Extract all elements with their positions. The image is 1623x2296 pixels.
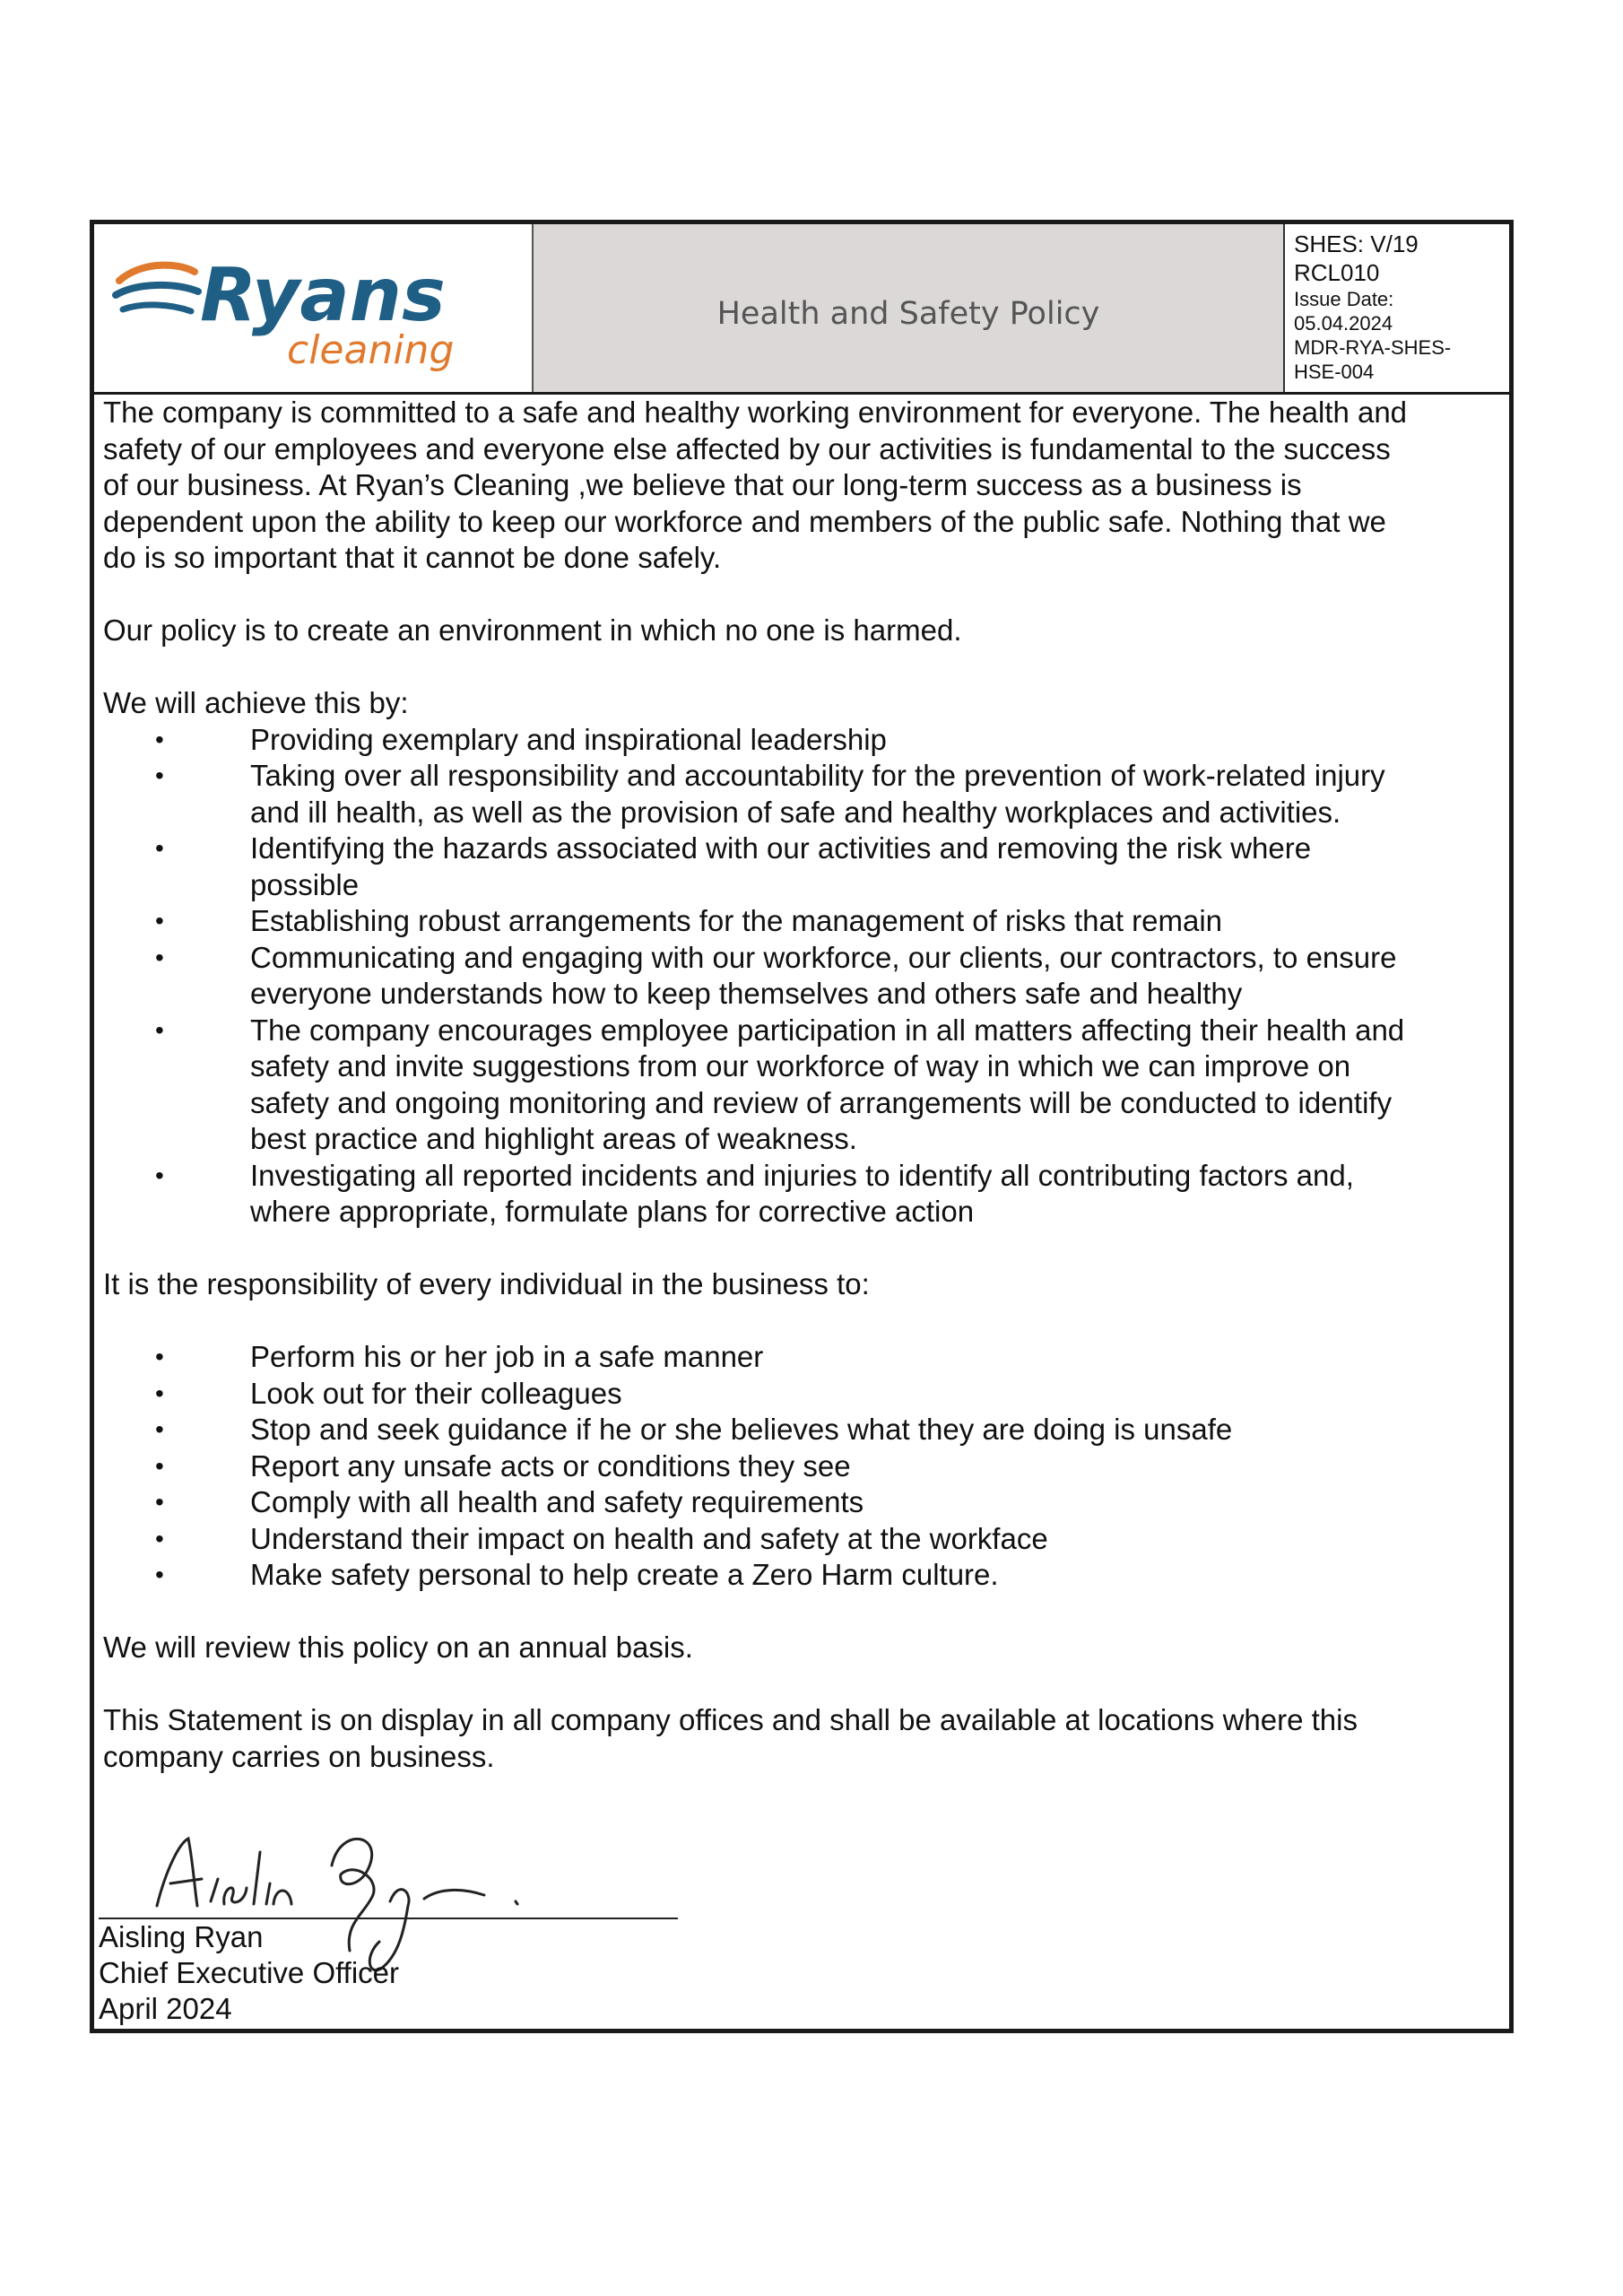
display-line: company carries on business. bbox=[103, 1739, 495, 1773]
list-item: • Communicating and engaging with our workforce, our clients, our contractors, to ensure everyone understands how to keep themselves and others safe and healthy bbox=[155, 940, 1397, 1010]
bullet: • bbox=[155, 1451, 164, 1480]
company-logo bbox=[94, 224, 534, 392]
bullet: • bbox=[155, 834, 164, 862]
meta-ref-2: HSE-004 bbox=[1294, 361, 1375, 383]
meta-code: RCL010 bbox=[1294, 259, 1380, 286]
meta-ref-1: MDR-RYA-SHES- bbox=[1294, 336, 1452, 359]
bullet: • bbox=[155, 1015, 164, 1044]
meta-issue-date: 05.04.2024 bbox=[1294, 312, 1393, 335]
list-item: • Perform his or her job in a safe manner bbox=[103, 1339, 1502, 1376]
logo-subword: cleaning bbox=[287, 327, 455, 373]
display-line: This Statement is on display in all company offices and shall be available at locations where this bbox=[103, 1703, 1358, 1736]
intro-line: of our business. At Ryan’s Cleaning ,we believe that our long-term success as a business is bbox=[103, 468, 1302, 501]
document-body bbox=[103, 395, 1502, 1775]
list-item: • Understand their impact on health and safety at the workface bbox=[103, 1521, 1502, 1558]
signature-block bbox=[94, 1830, 812, 2027]
intro-line: do is so important that it cannot be done safely. bbox=[103, 541, 722, 574]
meta-issue-label: Issue Date: bbox=[1294, 288, 1394, 310]
bullet: • bbox=[155, 943, 164, 971]
policy-statement: Our policy is to create an environment in which no one is harmed. bbox=[103, 613, 962, 647]
responsibility-heading: It is the responsibility of every individual in the business to: bbox=[103, 1267, 870, 1300]
list-item: • Comply with all health and safety requirements bbox=[103, 1484, 1502, 1521]
meta-version: SHES: V/19 bbox=[1294, 230, 1419, 257]
list-item: • Providing exemplary and inspirational leadership bbox=[103, 722, 1502, 759]
achieve-heading: We will achieve this by: bbox=[103, 686, 409, 719]
list-item: • Stop and seek guidance if he or she believes what they are doing is unsafe bbox=[103, 1412, 1502, 1448]
list-item: • Establishing robust arrangements for the management of risks that remain bbox=[103, 903, 1502, 940]
title-cell bbox=[534, 224, 1283, 392]
document-header bbox=[94, 224, 1509, 395]
intro-line: safety of our employees and everyone else affected by our activities is fundamental to the success bbox=[103, 431, 1391, 465]
achieve-list bbox=[103, 722, 1502, 1231]
list-item: • Investigating all reported incidents and injuries to identify all contributing factors and, where appropriate, formulate plans for corrective action bbox=[155, 1158, 1354, 1228]
signatory-name: Aisling Ryan bbox=[99, 1920, 264, 1953]
bullet: • bbox=[155, 761, 164, 789]
document-meta bbox=[1283, 224, 1509, 392]
list-item: • The company encourages employee participation in all matters affecting their health and safety and invite suggestions from our workforce of way in which we can improve on safety and ongoing monitoring and review of arrangements will be conducted to identify best practice and highlight areas of weakness. bbox=[155, 1013, 1405, 1155]
bullet: • bbox=[155, 907, 164, 935]
signature-date: April 2024 bbox=[99, 1992, 232, 2025]
signatory-role: Chief Executive Officer bbox=[99, 1956, 400, 1989]
bullet: • bbox=[155, 1524, 164, 1552]
list-item: • Make safety personal to help create a Zero Harm culture. bbox=[103, 1557, 1502, 1594]
logo-word: Ryans bbox=[200, 253, 446, 338]
bullet: • bbox=[155, 1161, 164, 1189]
list-item: • Report any unsafe acts or conditions they see bbox=[103, 1448, 1502, 1485]
list-item: • Taking over all responsibility and accountability for the prevention of work-related injury and ill health, as well as the provision of safe and healthy workplaces and activities. bbox=[155, 759, 1385, 829]
intro-paragraph bbox=[103, 395, 1502, 577]
bullet: • bbox=[155, 1415, 164, 1443]
responsibility-list bbox=[103, 1339, 1502, 1594]
document-title: Health and Safety Policy bbox=[716, 296, 1100, 332]
policy-document bbox=[90, 220, 1514, 2033]
bullet: • bbox=[155, 1561, 164, 1588]
intro-line: dependent upon the ability to keep our workforce and members of the public safe. Nothing that we bbox=[103, 504, 1386, 538]
bullet: • bbox=[155, 725, 164, 753]
review-statement: We will review this policy on an annual basis. bbox=[103, 1631, 693, 1664]
display-statement bbox=[103, 1702, 1502, 1775]
bullet: • bbox=[155, 1488, 164, 1516]
list-item: • Identifying the hazards associated with our activities and removing the risk where possible bbox=[155, 831, 1312, 901]
list-item: • Look out for their colleagues bbox=[103, 1376, 1502, 1413]
bullet: • bbox=[155, 1378, 164, 1407]
bullet: • bbox=[155, 1343, 164, 1370]
ryans-logo-icon bbox=[112, 229, 525, 386]
intro-line: The company is committed to a safe and healthy working environment for everyone. The health and bbox=[103, 396, 1408, 429]
